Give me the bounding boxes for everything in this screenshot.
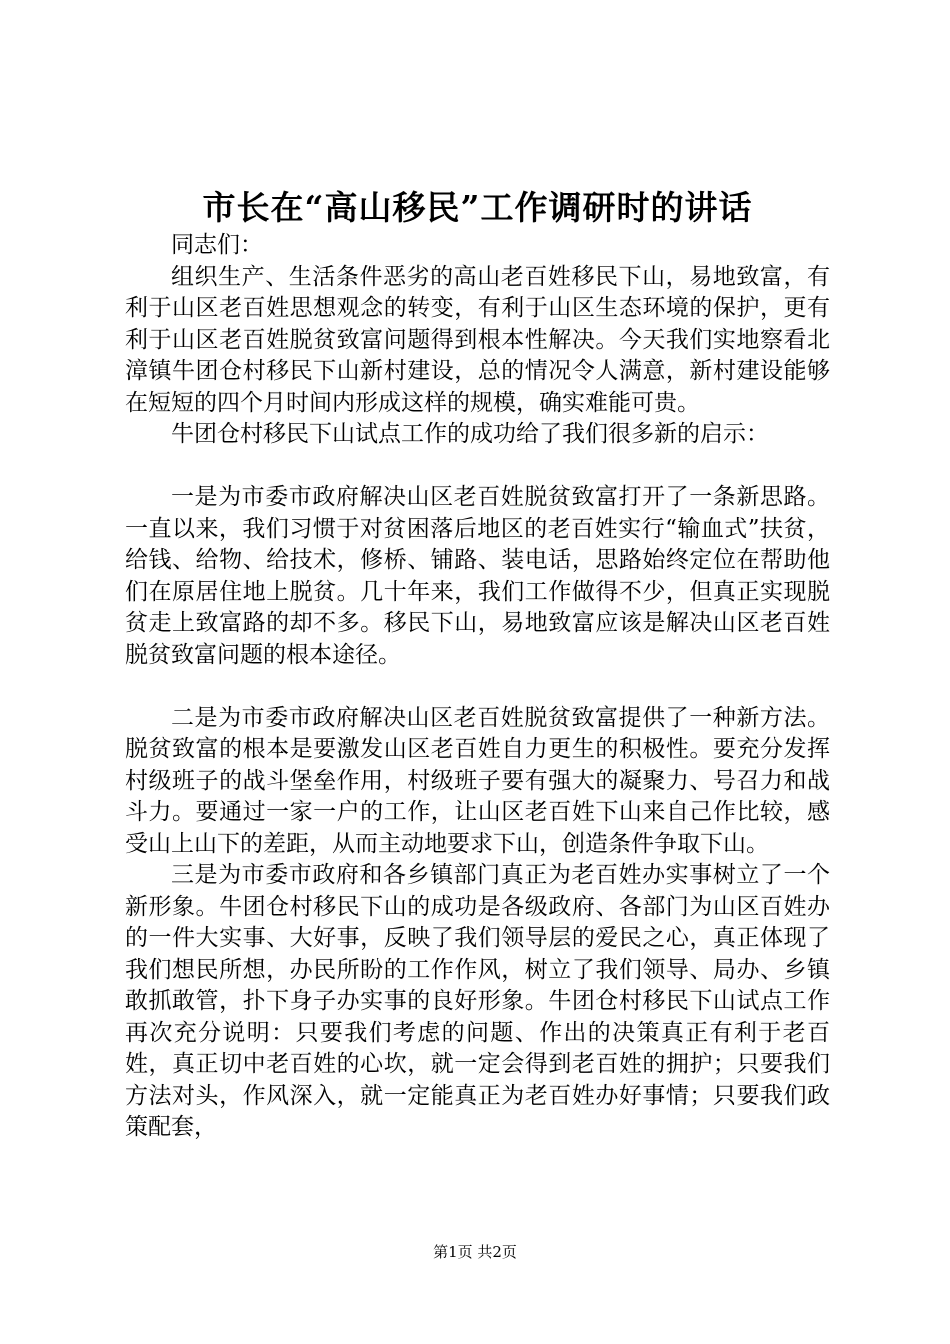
paragraph-inspiration-lead: 牛团仓村移民下山试点工作的成功给了我们很多新的启示： [171, 421, 769, 447]
paragraph-intro: 组织生产、生活条件恶劣的高山老百姓移民下山，易地致富，有利于山区老百姓思想观念的转变，有利于山区生态环境的保护，更有利于山区老百姓脱贫致富问题得到根本性解决。今天我们实地察看北漳镇牛团仓村移民下山新村建设，总的情况令人满意，新村建设能够在短短的四个月时间内形成这样的规模，确实难能可贵。 [125, 263, 830, 416]
page-number-footer: 第1页 共2页 [433, 1243, 517, 1261]
page-title: 市长在“高山移民”工作调研时的讲话 [202, 188, 753, 227]
salutation: 同志们： [171, 232, 263, 258]
paragraph-spacer [125, 671, 830, 703]
paragraph-point-two: 二是为市委市政府解决山区老百姓脱贫致富提供了一种新方法。脱贫致富的根本是要激发山区老百姓自力更生的积极性。要充分发挥村级班子的战斗堡垒作用，村级班子要有强大的凝聚力、号召力和战斗力。要通过一家一户的工作，让山区老百姓下山来自己作比较，感受山上山下的差距，从而主动地要求下山，创造条件争取下山。 [125, 704, 830, 857]
paragraph-point-one: 一是为市委市政府解决山区老百姓脱贫致富打开了一条新思路。一直以来，我们习惯于对贫困落后地区的老百姓实行“输血式”扶贫，给钱、给物、给技术，修桥、铺路、装电话，思路始终定位在帮助他们在原居住地上脱贫。几十年来，我们工作做得不少，但真正实现脱贫走上致富路的却不多。移民下山，易地致富应该是解决山区老百姓脱贫致富问题的根本途径。 [125, 484, 830, 668]
paragraph-spacer [125, 451, 830, 483]
paragraph-point-three: 三是为市委市政府和各乡镇部门真正为老百姓办实事树立了一个新形象。牛团仓村移民下山的成功是各级政府、各部门为山区百姓办的一件大实事、大好事，反映了我们领导层的爱民之心，真正体现了我们想民所想，办民所盼的工作作风，树立了我们领导、局办、乡镇敢抓敢管，扑下身子办实事的良好形象。牛团仓村移民下山试点工作再次充分说明：只要我们考虑的问题、作出的决策真正有利于老百姓，真正切中老百姓的心坎，就一定会得到老百姓的拥护；只要我们方法对头，作风深入，就一定能真正为老百姓办好事情；只要我们政策配套， [125, 862, 830, 1140]
document-body [125, 230, 830, 1144]
document-page [125, 0, 830, 1344]
